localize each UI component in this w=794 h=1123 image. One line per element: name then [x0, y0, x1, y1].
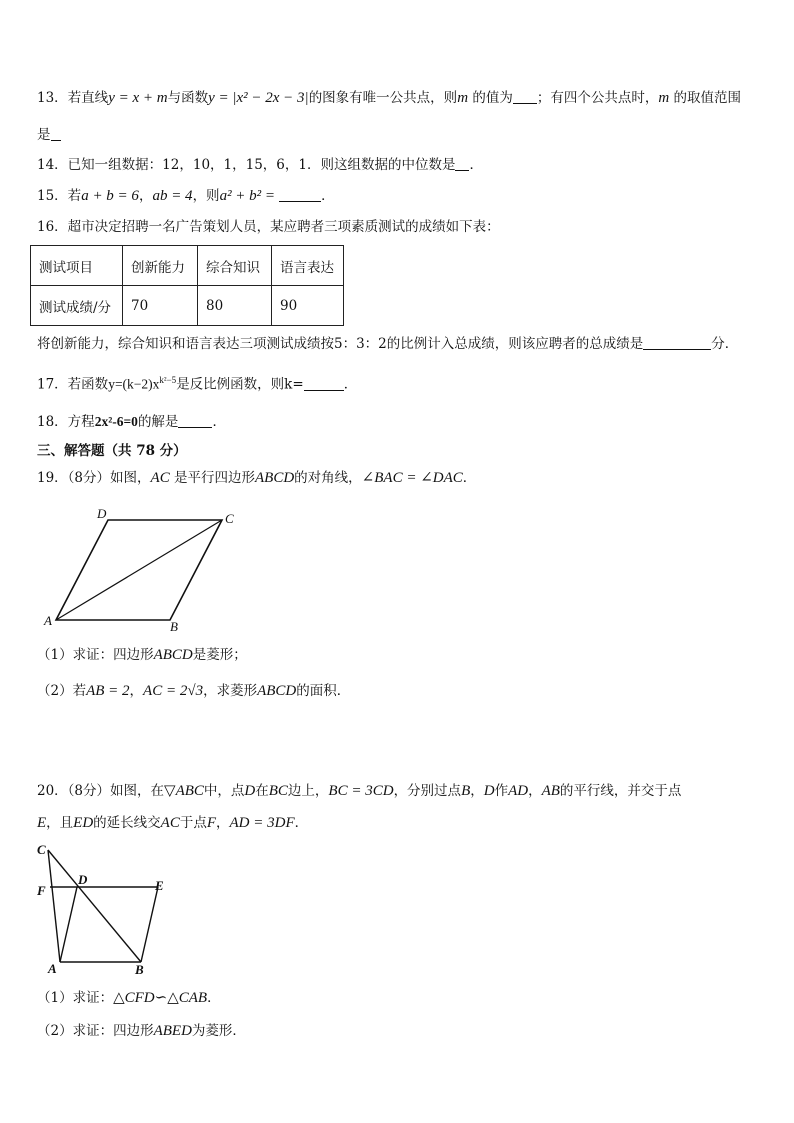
- point-label-f: F: [37, 883, 46, 898]
- question-13-line-1: 13．若直线y = x + m与函数y = |x² − 2x − 3|的图象有唯一公共点，则m 的值为 ；有四个公共点时，m 的取值范围: [37, 90, 741, 106]
- answer-blank: [178, 413, 212, 428]
- table-cell: 创新能力: [123, 246, 198, 286]
- equation-line: y = x + m: [108, 90, 168, 106]
- answer-blank: [51, 126, 61, 141]
- point-label-a: A: [44, 613, 52, 628]
- question-16-body: 将创新能力，综合知识和语言表达三项测试成绩按5：3：2的比例计入总成绩，则该应聘者的总成绩是 分．: [37, 336, 739, 352]
- equation-abs-function: y = |x² − 2x − 3|: [208, 90, 309, 106]
- point-label-c: C: [37, 842, 46, 857]
- table-cell: 80: [198, 286, 272, 326]
- answer-blank: [643, 335, 711, 350]
- point-label-b: B: [170, 619, 178, 634]
- point-label-a: A: [48, 961, 57, 976]
- segment-ca: [48, 850, 60, 962]
- question-13-line-2: 是: [37, 125, 61, 145]
- diagonal-ac: [56, 520, 222, 620]
- table-cell: 语言表达: [272, 246, 344, 286]
- segment-ad: [60, 887, 77, 962]
- answer-blank: [304, 376, 344, 391]
- segment-be: [141, 887, 158, 962]
- question-15: 15．若a + b = 6，ab = 4，则a² + b² = ．: [37, 188, 335, 204]
- answer-blank: [513, 89, 537, 104]
- point-label-c: C: [225, 511, 234, 526]
- point-label-d: D: [97, 506, 107, 521]
- rhombus-triangle-figure: [34, 840, 174, 980]
- table-row: [31, 246, 344, 286]
- question-18: 18．方程2x²-6=0的解是 ．: [37, 414, 226, 430]
- answer-blank: [279, 187, 321, 202]
- point-label-b: B: [135, 962, 144, 977]
- question-20-line-1: 20．（8分）如图，在▽ABC中，点D在BC边上，BC = 3CD，分别过点B，D作AD，AB的平行线，并交于点: [37, 783, 682, 799]
- question-19-part-1: （1）求证：四边形ABCD是菱形；: [37, 647, 247, 663]
- point-label-d: D: [78, 872, 88, 887]
- question-20-part-1: （1）求证：△CFD∽△CAB．: [37, 990, 221, 1006]
- section-heading: 三、解答题（共 78 分）: [37, 443, 187, 459]
- table-cell: 测试成绩/分: [31, 286, 123, 326]
- score-table: [30, 245, 344, 326]
- table-cell: 70: [123, 286, 198, 326]
- question-14: 14．已知一组数据：12，10，1，15，6，1．则这组数据的中位数是 ．: [37, 157, 483, 173]
- question-16-intro: 16．超市决定招聘一名广告策划人员，某应聘者三项素质测试的成绩如下表：: [37, 219, 500, 235]
- table-cell: 综合知识: [198, 246, 272, 286]
- point-label-e: E: [155, 878, 164, 893]
- question-19-part-2: （2）若AB = 2，AC = 2√3，求菱形ABCD的面积．: [37, 683, 351, 699]
- table-cell: 90: [272, 286, 344, 326]
- answer-blank: [455, 156, 469, 171]
- question-20-line-2: E，且ED的延长线交AC于点F，AD = 3DF．: [37, 815, 309, 831]
- parallelogram-figure: [40, 505, 250, 635]
- question-19: 19．（8分）如图，AC 是平行四边形ABCD的对角线，∠BAC = ∠DAC．: [37, 470, 477, 486]
- question-17: 17．若函数$y=(k-2)x^{k^2-5}$是反比例函数，则k= ．: [37, 375, 358, 393]
- question-20-part-2: （2）求证：四边形ABED为菱形．: [37, 1023, 246, 1039]
- segment-cb: [48, 850, 141, 962]
- table-row: [31, 286, 344, 326]
- table-cell: 测试项目: [31, 246, 123, 286]
